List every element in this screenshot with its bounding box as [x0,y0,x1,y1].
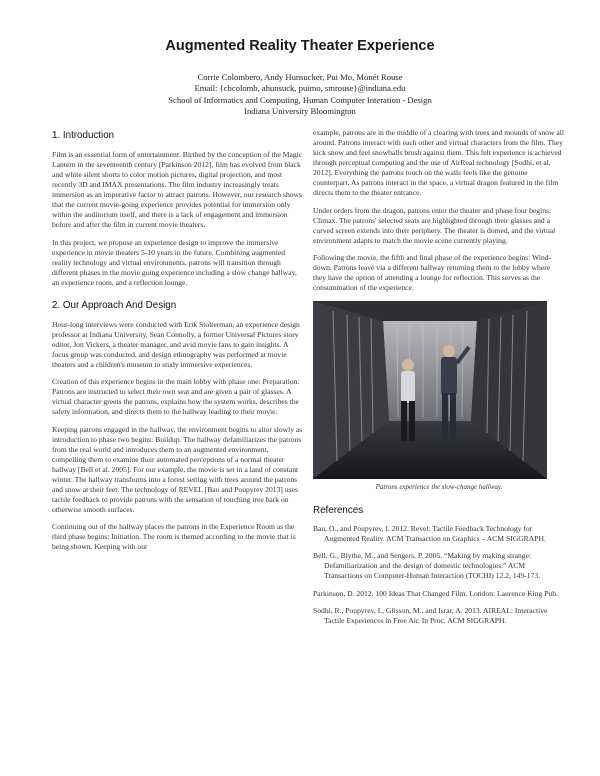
section-heading-approach: 2. Our Approach And Design [52,299,177,311]
references-section [313,505,565,627]
hallway-photo-illustration [313,301,547,479]
approach-paragraph: example, patrons are in the middle of a clearing with trees and mounds of snow all around. Patrons interact with each other and virtual characters from the film. They kick snow and feel snowballs brush against them. This felt experience is achieved through perceptual computing and the use of AirReal technology [Sodhi, et al. 2012]. Everything the patrons touch on the walls feels like the genuine counterpart. As patrons interact in the space, a virtual dragon featured in the film directs them to the theater entrance. [313,128,564,197]
approach-paragraph: Hour-long interviews were conducted with Erik Stolterman, an experience design professor at Indiana University, Sean Connolly, a former Universal Pictures story editor, Jon Vickers, a theater manager, and avid movie fans to gain insights. A focus group was conducted, and design ethnography was performed at movie theaters and a children's museum to study immersive experiences. [52,319,300,369]
reference-item: Bau, O., and Poupyrev, I. 2012. Revel: Tactile Feedback Technology for Augmented Reality. ACM Transaction on Graphics – ACM SIGGRAPH. [313,523,546,543]
reference-item: Parkinson, D. 2012. 100 Ideas That Changed Film. London: Laurence King Pub. [313,588,558,598]
right-column [313,128,565,634]
hallway-photo [313,301,547,479]
reference-item: Sodhi, R., Poupyrev, I., Glisson, M., and Israr, A. 2013. AIREAL: Interactive Tactile Experiences in Free Air. In Proc. ACM SIGGRAPH. [313,606,548,625]
approach-paragraph: Creation of this experience begins in the main lobby with phase one: Preparation. Patrons are instructed to select their own seat and are given a pair of glasses. A virtual character greets the patrons, explains how the system works, describes the safety information, and directs them to the hallway leading to their movie. [52,377,300,416]
reference-item: Bell, G., Blythe, M., and Sengers, P. 2005. “Making by making strange: Defamiliarization and the design of domestic technologies.” ACM Transactions on Computer-Human Interaction (TOCHI) 12.2, 149-173. [313,551,541,580]
section-heading-references: References [313,504,364,516]
intro-paragraph: Film is an essential form of entertainment. Birthed by the conception of the Magic Lantern in the seventeenth century [Parkinson 2012], film has evolved from black and white silent shorts to color motion pictures, digital projection, and most recently 3D and IMAX presentations. The film industry increasingly treats immersion as an imperative factor to attract patrons. However, our research shows that the current movie-going experience provides potential for immersion only within the auditorium itself, and there is a lack of engagement and immersion before and after the film in current movie theaters. [52,150,303,229]
author-block [0,72,600,118]
figure-caption: Patrons experience the slow-change hallway. [375,482,503,491]
left-column [52,130,304,560]
author-school: School of Informatics and Computing, Human Computer Interation - Design [168,94,432,105]
approach-paragraph: Under orders from the dragon, patrons enter the theater and phase four begins: Climax. The patrons' selected seats are highlighted through their glasses and a curved screen extends into their periphery. The theater is domed, and the virtual environment adapts to match the movie scene currently playing. [313,205,556,245]
paper-title: Augmented Reality Theater Experience [165,38,435,54]
author-email: Email: {cbcolomb, ahunsuck, puimo, smrouse}@indiana.edu [194,83,406,94]
intro-paragraph: In this project, we propose an experience design to improve the immersive experience in movie theaters 5-10 years in the future. Combining augmented reality technology and virtual environments, patrons will transition through different phases in the movie going experience including a slow change hallway, an experience room, and a reflection lounge. [52,237,297,287]
section-heading-introduction: 1. Introduction [52,130,115,141]
approach-paragraph: Keeping patrons engaged in the hallway, the environment begins to alter slowly as introduction to phase two begins: Buildup. The hallway defamiliarizes the patrons from the real world and introduces them to an augmented environment, compelling them to examine their automated perceptions of a normal theater hallway [Bell et al. 2005]. For our example, the movie is set in a land of constant winter. The hallway transforms into a forest setting with trees around the patrons and snow at their feet. The technology of REVEL [Bau and Poupyrev 2013] uses tactile feedback to provide patrons with the sensation of touching tree bark on otherwise smooth surfaces. [52,424,303,514]
approach-paragraph: Continuing out of the hallway places the patrons in the Experience Room as the third phase begins: Initiation. The room is themed according to the movie that is being shown. Keeping with our [52,522,296,551]
author-names: Corrie Colombero, Andy Hunsucker, Pui Mo, Monét Rouse [197,72,403,82]
approach-paragraph: Following the movie, the fifth and final phase of the experience begins: Wind-down. Patrons leave via a different hallway returning them to the lobby where they have the option of attending a lounge for reflection. This serves as the consummation of the experience. [313,253,552,292]
author-university: Indiana University Bloomington [244,106,356,117]
